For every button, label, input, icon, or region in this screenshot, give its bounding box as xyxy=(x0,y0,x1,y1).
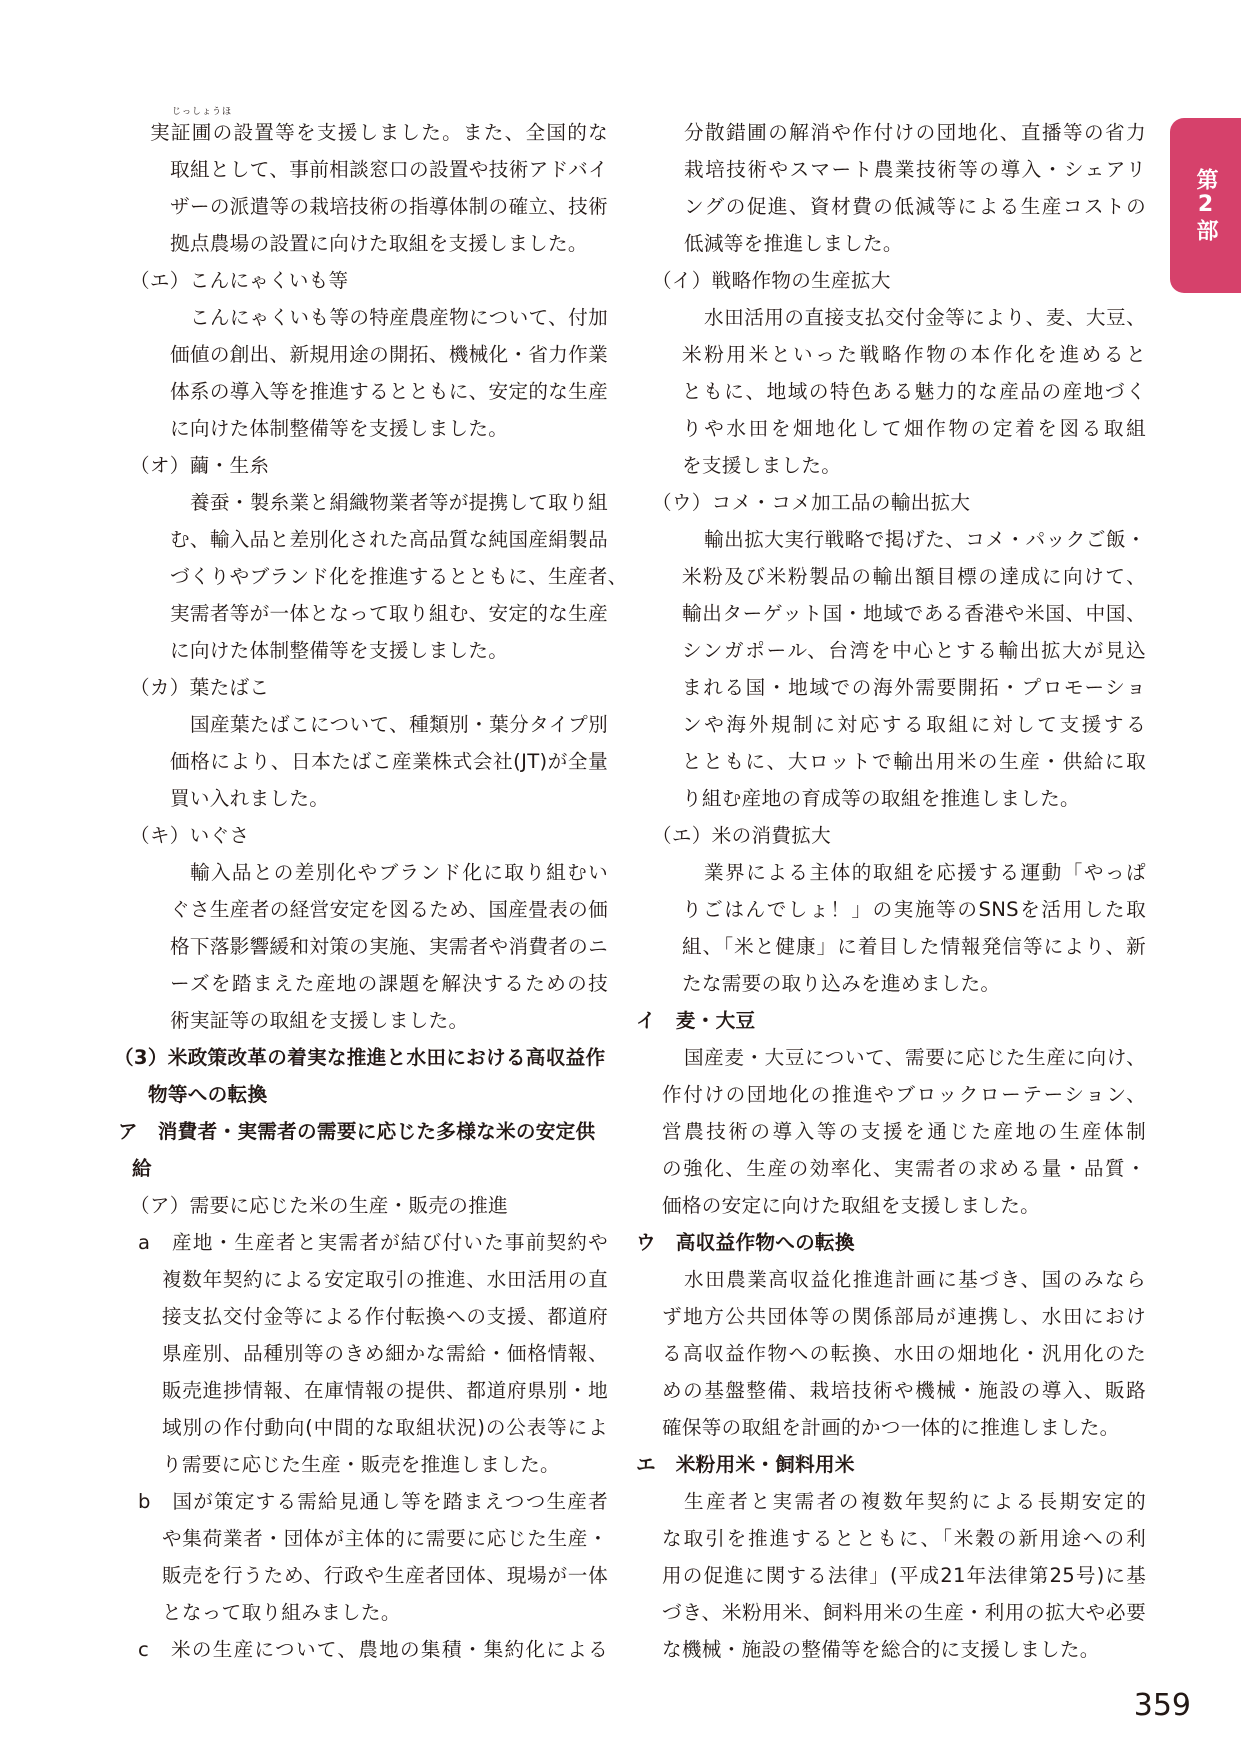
section-heading: （イ）戦略作物の生産拡大 xyxy=(652,269,891,292)
text-line: 拠点農場の設置に向けた取組を支援しました。 xyxy=(170,232,588,255)
text-line: 水田活用の直接支払交付金等により、麦、大豆、 xyxy=(704,306,1146,329)
text-line: を支援しました。 xyxy=(682,454,842,477)
text-line: 用の促進に関する法律」(平成21年法律第25号)に基 xyxy=(662,1564,1146,1587)
section-heading: イ 麦・大豆 xyxy=(636,1009,756,1032)
text-line: 生産者と実需者の複数年契約による長期安定的 xyxy=(684,1490,1146,1513)
text-line: ともに、地域の特色ある魅力的な産品の産地づく xyxy=(682,380,1146,403)
text-line: 分散錯圃の解消や作付けの団地化、直播等の省力 xyxy=(684,121,1146,144)
text-line: 実需者等が一体となって取り組む、安定的な生産 xyxy=(170,602,608,625)
text-line: 価格の安定に向けた取組を支援しました。 xyxy=(662,1194,1040,1217)
text-line: 買い入れました。 xyxy=(170,787,330,810)
text-line: 米粉及び米粉製品の輸出額目標の達成に向けて、 xyxy=(682,565,1146,588)
text-line: 作付けの団地化の推進やブロックローテーション、 xyxy=(662,1083,1146,1106)
part-tab-label: 第2部 xyxy=(1193,168,1218,243)
text-line: 営農技術の導入等の支援を通じた産地の生産体制 xyxy=(662,1120,1146,1143)
text-line: 輸入品との差別化やブランド化に取り組むい xyxy=(190,861,608,884)
text-line: に向けた体制整備等を支援しました。 xyxy=(170,639,509,662)
ruby-annotation: じっしょうほ xyxy=(172,107,233,117)
right-column xyxy=(636,114,1146,1668)
section-heading: 給 xyxy=(132,1157,152,1180)
text-line: に向けた体制整備等を支援しました。 xyxy=(170,417,509,440)
text-line: 輸出ターゲット国・地域である香港や米国、中国、 xyxy=(682,602,1146,625)
text-line: む、輸入品と差別化された高品質な純国産絹製品 xyxy=(170,528,608,551)
text-line: な機械・施設の整備等を総合的に支援しました。 xyxy=(662,1638,1100,1661)
section-heading: （エ）こんにゃくいも等 xyxy=(130,269,349,292)
section-heading: （エ）米の消費拡大 xyxy=(652,824,832,847)
text-line: 術実証等の取組を支援しました。 xyxy=(170,1009,469,1032)
section-heading: ア 消費者・実需者の需要に応じた多様な米の安定供 xyxy=(118,1120,596,1143)
text-line: 実証圃の設置等を支援しました。また、全国的な xyxy=(150,121,608,144)
text-line: 養蚕・製糸業と絹織物業者等が提携して取り組 xyxy=(190,491,608,514)
text-line: り組む産地の育成等の取組を推進しました。 xyxy=(682,787,1080,810)
text-line: 国産葉たばこについて、種類別・葉分タイプ別 xyxy=(190,713,608,736)
text-line: の強化、生産の効率化、実需者の求める量・品質・ xyxy=(662,1157,1146,1180)
text-line: 確保等の取組を計画的かつ一体的に推進しました。 xyxy=(662,1416,1120,1439)
text-line: づくりやブランド化を推進するとともに、生産者、 xyxy=(170,565,628,588)
part-tab[interactable] xyxy=(1170,118,1241,293)
text-line: b 国が策定する需給見通し等を踏まえつつ生産者 xyxy=(138,1490,608,1513)
text-line: りごはんでしょ！」の実施等のSNSを活用した取 xyxy=(682,898,1146,921)
text-line: 複数年契約による安定取引の推進、水田活用の直 xyxy=(162,1268,608,1291)
text-line: 販売を行うため、行政や生産者団体、現場が一体 xyxy=(162,1564,608,1587)
text-line: 販売進捗情報、在庫情報の提供、都道府県別・地 xyxy=(162,1379,608,1402)
text-line: c 米の生産について、農地の集積・集約化による xyxy=(138,1638,608,1661)
text-line: な取引を推進するとともに、「米穀の新用途への利 xyxy=(662,1527,1146,1550)
section-heading: （ア）需要に応じた米の生産・販売の推進 xyxy=(130,1194,508,1217)
section-heading: （カ）葉たばこ xyxy=(130,676,270,699)
text-line: ングの促進、資材費の低減等による生産コストの xyxy=(684,195,1146,218)
text-line: となって取り組みました。 xyxy=(162,1601,401,1624)
text-line: 価格により、日本たばこ産業株式会社(JT)が全量 xyxy=(170,750,608,773)
text-line: 域別の作付動向(中間的な取組状況)の公表等によ xyxy=(162,1416,608,1439)
section-heading: （オ）繭・生糸 xyxy=(130,454,270,477)
text-line: 組、「米と健康」に着目した情報発信等により、新 xyxy=(682,935,1146,958)
text-line: 業界による主体的取組を応援する運動「やっぱ xyxy=(704,861,1146,884)
text-line: 県産別、品種別等のきめ細かな需給・価格情報、 xyxy=(162,1342,608,1365)
text-line: 栽培技術やスマート農業技術等の導入・シェアリ xyxy=(684,158,1146,181)
text-line: 価値の創出、新規用途の開拓、機械化・省力作業 xyxy=(170,343,608,366)
text-line: ザーの派遣等の栽培技術の指導体制の確立、技術 xyxy=(170,195,608,218)
text-line: り需要に応じた生産・販売を推進しました。 xyxy=(162,1453,560,1476)
section-heading: （3）米政策改革の着実な推進と水田における高収益作 xyxy=(114,1046,606,1069)
text-line: こんにゃくいも等の特産農産物について、付加 xyxy=(190,306,608,329)
text-line: 水田農業高収益化推進計画に基づき、国のみなら xyxy=(684,1268,1146,1291)
text-line: る高収益作物への転換、水田の畑地化・汎用化のた xyxy=(662,1342,1146,1365)
text-line: 体系の導入等を推進するとともに、安定的な生産 xyxy=(170,380,608,403)
page-number: 359 xyxy=(1133,1688,1191,1723)
text-line: 取組として、事前相談窓口の設置や技術アドバイ xyxy=(170,158,608,181)
text-line: 輸出拡大実行戦略で掲げた、コメ・パックご飯・ xyxy=(704,528,1146,551)
text-line: ンや海外規制に対応する取組に対して支援する xyxy=(682,713,1146,736)
left-column xyxy=(114,114,628,1668)
text-line: まれる国・地域での海外需要開拓・プロモーショ xyxy=(682,676,1146,699)
text-line: ず地方公共団体等の関係部局が連携し、水田におけ xyxy=(662,1305,1146,1328)
text-line: ーズを踏まえた産地の課題を解決するための技 xyxy=(170,972,608,995)
text-line: や集荷業者・団体が主体的に需要に応じた生産・ xyxy=(162,1527,608,1550)
text-line: 国産麦・大豆について、需要に応じた生産に向け、 xyxy=(684,1046,1146,1069)
text-line: 格下落影響緩和対策の実施、実需者や消費者のニ xyxy=(170,935,608,958)
text-line: 米粉用米といった戦略作物の本作化を進めると xyxy=(682,343,1146,366)
text-line: a 産地・生産者と実需者が結び付いた事前契約や xyxy=(138,1231,608,1254)
section-heading: 物等への転換 xyxy=(148,1083,268,1106)
section-heading: エ 米粉用米・飼料用米 xyxy=(636,1453,855,1476)
section-heading: （キ）いぐさ xyxy=(130,824,250,847)
text-line: づき、米粉用米、飼料用米の生産・利用の拡大や必要 xyxy=(662,1601,1146,1624)
text-line: 低減等を推進しました。 xyxy=(684,232,903,255)
text-line: シンガポール、台湾を中心とする輸出拡大が見込 xyxy=(682,639,1146,662)
text-line: ぐさ生産者の経営安定を図るため、国産畳表の価 xyxy=(170,898,608,921)
text-line: たな需要の取り込みを進めました。 xyxy=(682,972,1001,995)
text-line: りや水田を畑地化して畑作物の定着を図る取組 xyxy=(682,417,1146,440)
text-line: 接支払交付金等による作付転換への支援、都道府 xyxy=(162,1305,608,1328)
text-line: めの基盤整備、栽培技術や機械・施設の導入、販路 xyxy=(662,1379,1146,1402)
text-line: とともに、大ロットで輸出用米の生産・供給に取 xyxy=(682,750,1146,773)
section-heading: （ウ）コメ・コメ加工品の輸出拡大 xyxy=(652,491,971,514)
section-heading: ウ 高収益作物への転換 xyxy=(636,1231,855,1254)
